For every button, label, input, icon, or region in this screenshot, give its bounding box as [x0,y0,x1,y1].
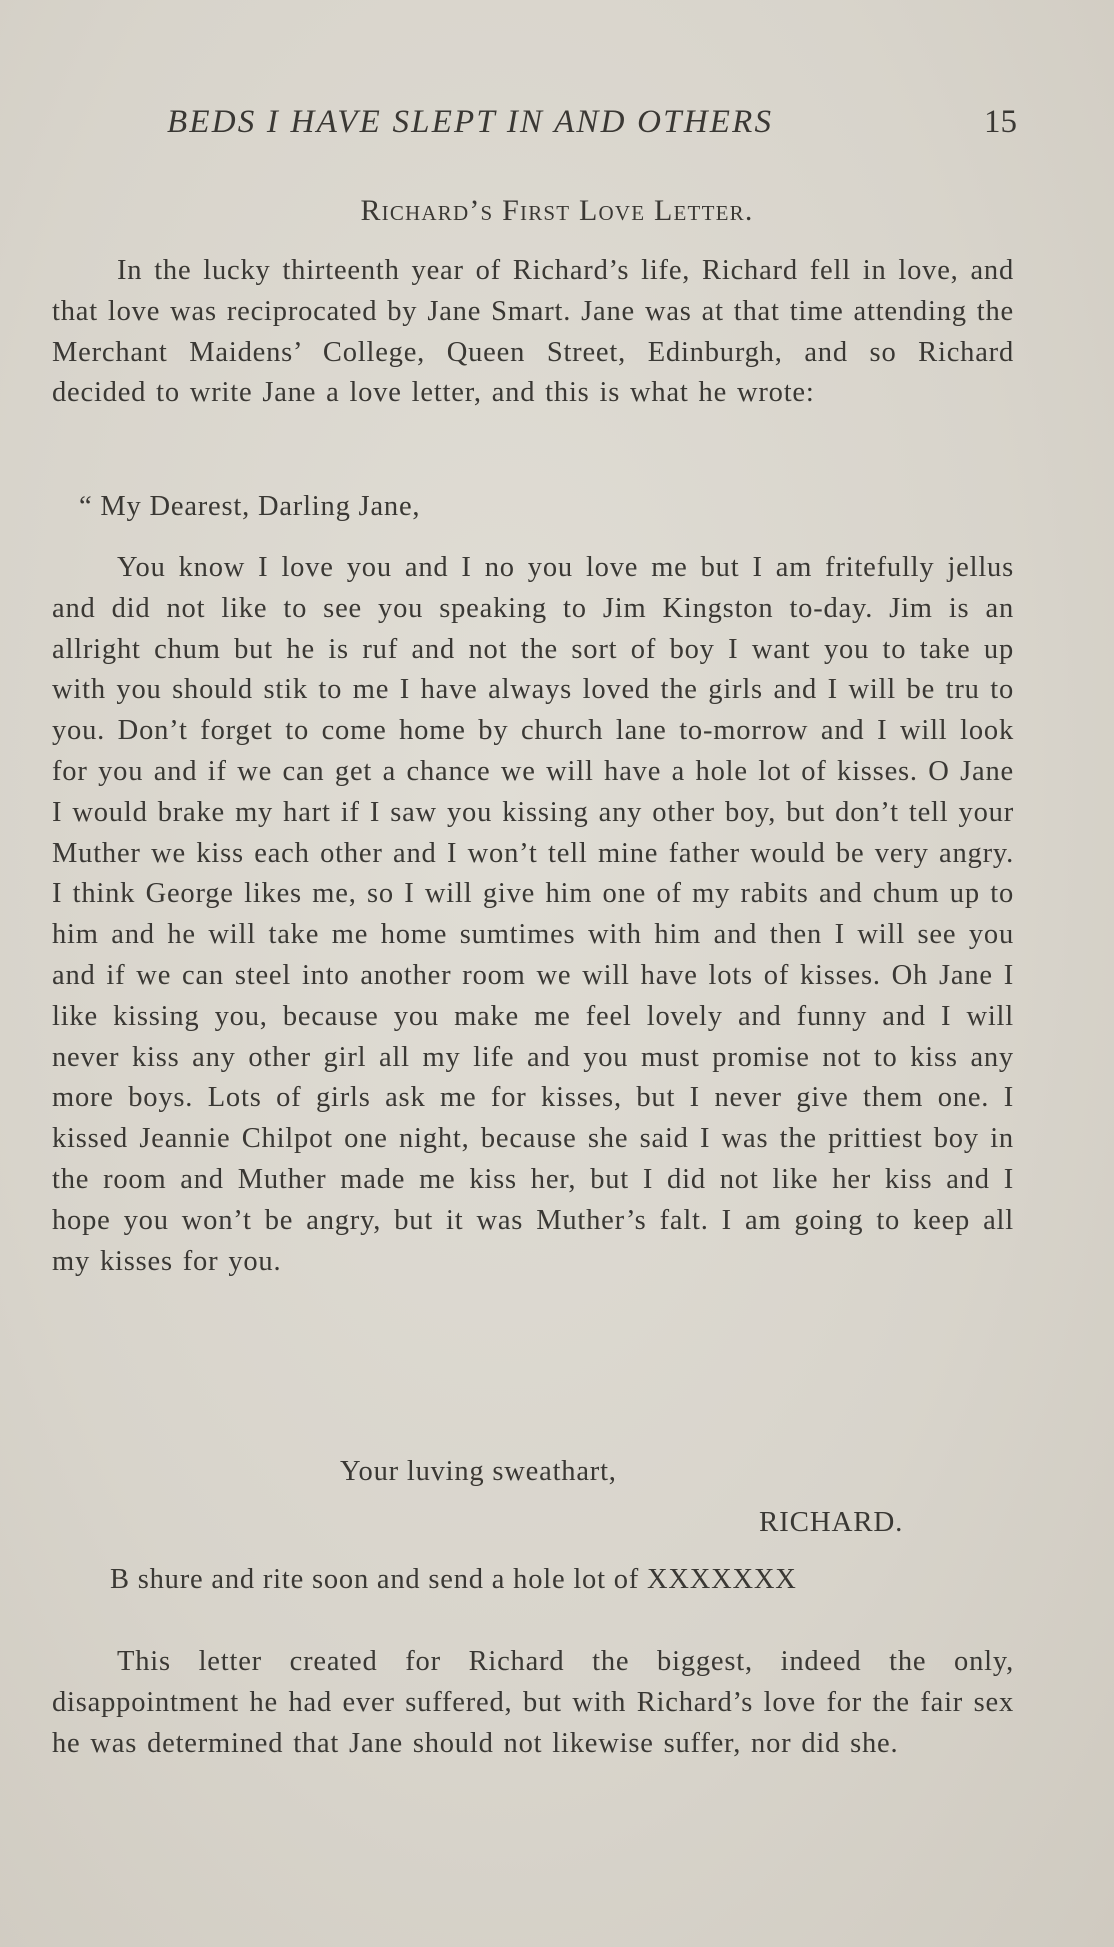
letter-salutation: “ My Dearest, Darling Jane, [79,491,421,522]
running-head [0,104,1114,148]
intro-paragraph: In the lucky thirteenth year of Richard’s life, Richard fell in love, and that love was reciprocated by Jane Smart. Jane was at that time attending the Merchant Maidens’ College, Queen Street, Edinburgh, and so Richard decided to write Jane a love letter, and this is what he wrote: [52,255,1014,409]
letter-body-paragraph: You know I love you and I no you love me but I am fritefully jellus and did not like to see you speaking to Jim Kingston to-day. Jim is an allright chum but he is ruf and not the sort of boy I want you to take up with you should stik to me I have always loved the girls and I will be tru to you. Don’t forget to come home by church lane to-morrow and I will look for you and if we can get a chance we will have a hole lot of kisses. O Jane I would brake my hart if I saw you kissing any other boy, but don’t tell your Muther we kiss each other and I won’t tell mine father would be very angry. I think George likes me, so I will give him one of my rabits and chum up to him and he will take me home sumtimes with him and then I will see you and if we can steel into another room we will have lots of kisses. Oh Jane I like kissing you, because you make me feel lovely and funny and I will never kiss any other girl all my life and you must promise not to kiss any more boys. Lots of girls ask me for kisses, but I never give them one. I kissed Jeannie Chilpot one night, because she said I was the prittiest boy in the room and Muther made me kiss her, but I did not like her kiss and I hope you won’t be angry, but it was Muther’s falt. I am going to keep all my kisses for you. [52,552,1014,1277]
closing-paragraph: This letter created for Richard the biggest, indeed the only, disappointment he had ever suffered, but with Richard’s love for the fair sex he was determined that Jane should not likewise suffer, nor did she. [52,1646,1014,1759]
page-number: 15 [984,104,1017,140]
letter-postscript: B shure and rite soon and send a hole lot of XXXXXXX [110,1564,797,1595]
running-title: BEDS I HAVE SLEPT IN AND OTHERS [167,104,774,140]
letter-closing: Your luving sweathart, [340,1456,617,1487]
chapter-title: Richard’s First Love Letter. [360,194,754,227]
letter-signature: RICHARD. [759,1506,904,1538]
